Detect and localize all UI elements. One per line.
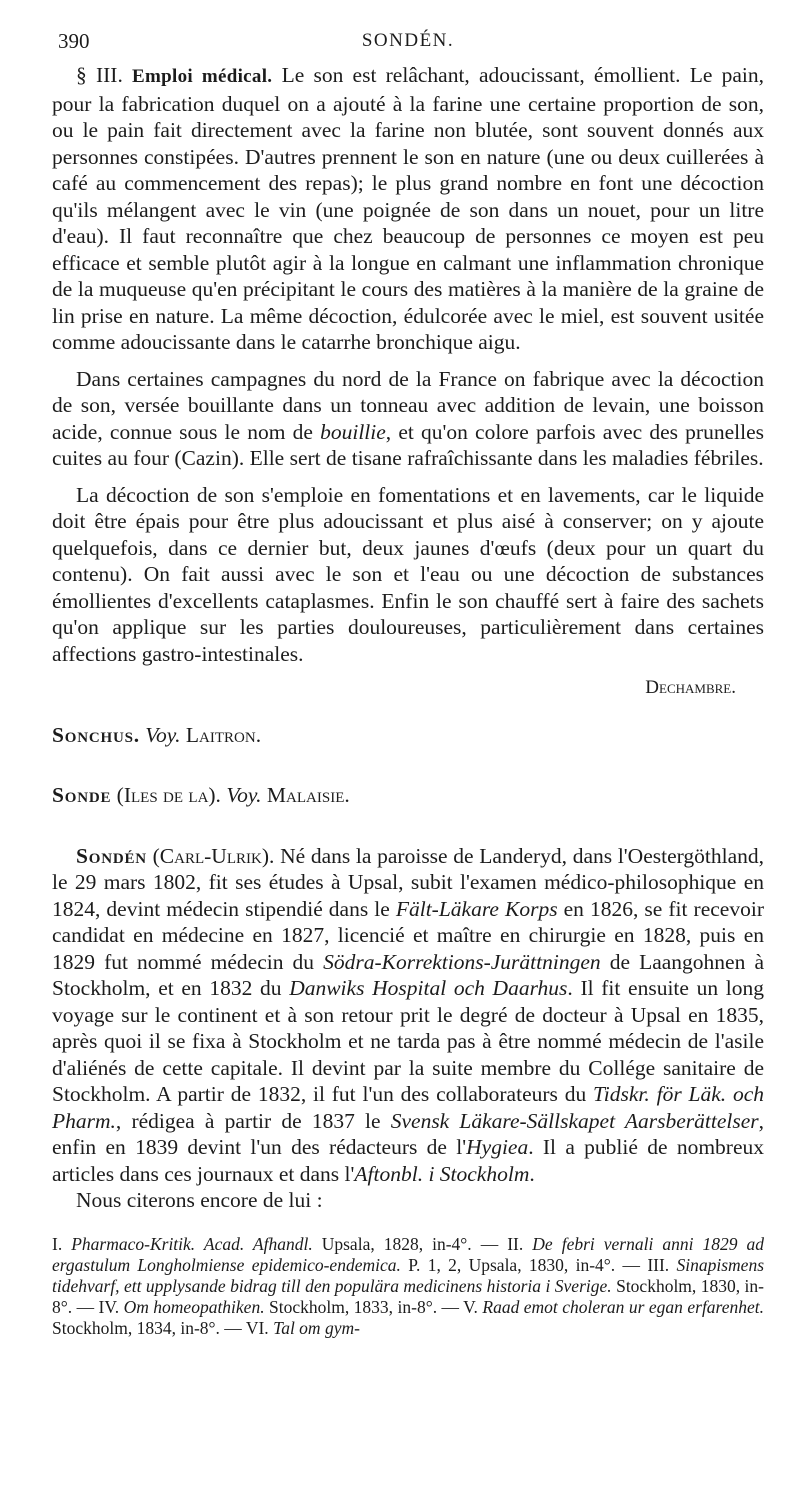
term-bouillie: bouillie <box>320 419 386 444</box>
paragraph-2 <box>52 366 764 472</box>
paragraph-2-text-a: Dans certaines campagnes du nord de la France on fabrique avec la décoction de son, versée bouillante dans un tonneau avec addition de levain, une boisson acide, connue sous le nom de <box>52 366 764 444</box>
biography-text: de Laangohnen à Stockholm, et en 1832 du <box>52 949 764 1000</box>
headword-sonden: Sondén <box>76 843 147 868</box>
biography-text: . Il a publié de nombreux articles dans ces journaux et dans l' <box>52 1135 764 1186</box>
section-mark: § III. <box>76 63 123 87</box>
paragraph-3 <box>52 482 764 668</box>
entry-sonde <box>52 782 764 809</box>
biography-text: Né dans la paroisse de Landeryd, dans l'Oestergöthland, le 29 mars 1802, fit ses études à Upsal, subit l'examen médico-philosophique en 1824, devint médecin stipendié dans le <box>52 843 765 921</box>
cross-reference-malaisie: Malaisie. <box>266 783 350 807</box>
biography-italic: Aftonbl. i Stockholm <box>354 1161 530 1186</box>
biography-text: en 1826, se fit recevoir candidat en médecine en 1827, licencié et maître en chirurgie en 1828, puis en 1829 fut nommé médecin du <box>52 896 764 974</box>
bibliography-text <box>52 1234 764 1339</box>
author-signature: Dechambre. <box>645 677 736 698</box>
section-emploi-medical <box>52 62 764 356</box>
paragraph-3-text: La décoction de son s'emploie en fomentations et en lavements, car le liquide doit être épais pour être plus adoucissant et plus aisé à conserver; on y ajoute quelquefois, dans ce dernier but, deux jaunes d'œufs (deux pour un quart du contenu). On fait aussi avec le son et l'eau ou une décoction de substances émollientes d'excellents cataplasmes. Enfin le son chauffé sert à faire des sachets qu'on applique sur les parties douloureuses, particulièrement dans certaines affections gastro-intestinales. <box>52 482 764 666</box>
citation-intro: Nous citerons encore de lui : <box>76 1188 323 1212</box>
biblio-detail: Stockholm, 1834, in-8°. — VI. <box>52 1317 274 1338</box>
paragraph-1-text: Le son est relâchant, adoucissant, émollient. Le pain, pour la fabrication duquel on a ajouté à la farine une certaine proportion de son, ou le pain fait directement avec la farine non blutée, sont souvent donnés aux personnes constipées. D'autres prennent le son en nature (une ou deux cuillerées à café au commencement des repas); le plus grand nombre en font une décoction qu'ils mélangent avec le vin (une poignée de son dans un nouet, pour un litre d'eau). Il faut reconnaître que chez beaucoup de personnes ce moyen est peu efficace et semble plutôt agir à la longue en calmant une inflammation chronique de la muqueuse qu'en précipitant le cours des matières à la manière de la graine de lin prise en nature. La même décoction, édulcorée avec le miel, est souvent usitée comme adoucissante dans le catarrhe bronchique aigu. <box>52 63 764 354</box>
paragraph-1 <box>52 62 764 356</box>
biblio-title: Sinapismens tidehvarf, ett upplysande bidrag till den populära medicinens historia i Sverige. <box>52 1254 764 1296</box>
biography-text: , rédigea à partir de 1837 le <box>115 1108 391 1133</box>
biblio-title: Raad emot choleran ur egan erfarenhet. <box>482 1296 764 1317</box>
biography-italic: Hygiea <box>466 1135 529 1159</box>
biblio-detail: Stockholm, 1833, in-8°. — V. <box>264 1296 483 1317</box>
voy-label: Voy. <box>145 722 181 747</box>
biblio-title: Pharmaco-Kritik. Acad. Afhandl. <box>71 1233 313 1254</box>
biblio-title: De febri vernali anni 1829 ad ergastulum Longholmiense epidemico-endemica. <box>52 1233 765 1275</box>
biblio-number: I. <box>52 1233 72 1254</box>
biography-italic: Fält-Läkare Korps <box>395 896 558 921</box>
biography-italic: Danwiks Hospital och Daarhus <box>289 976 568 1000</box>
biblio-title: Om homeopathiken. <box>123 1296 265 1317</box>
voy-label: Voy. <box>226 783 262 807</box>
page-number: 390 <box>58 29 90 53</box>
headword-sonde: Sonde <box>52 783 112 807</box>
biography-italic: Svensk Läkare-Sällskapet Aarsberättelser <box>390 1108 759 1133</box>
biblio-detail: Upsala, 1828, in-4°. — II. <box>312 1233 533 1254</box>
biblio-detail: P. 1, 2, Upsala, 1830, in-4°. — III. <box>400 1254 677 1275</box>
biography-italic: Tidskr. för Läk. och Pharm. <box>52 1082 764 1133</box>
entry-sonchus <box>52 722 764 749</box>
running-head <box>52 28 764 62</box>
biblio-title: Tal om gym- <box>273 1317 360 1338</box>
headword-qualifier: (Iles de la). <box>116 783 221 807</box>
paragraph-2-text-b: , et qu'on colore parfois avec des prunelles cuites au four (Cazin). Elle sert de tisane rafraîchissante dans les maladies fébriles. <box>52 419 764 470</box>
entry-sonden <box>52 843 764 1214</box>
running-title: SONDÉN. <box>361 30 455 51</box>
biography-paragraph <box>52 843 764 1188</box>
cross-reference-laitron: Laitron. <box>185 722 262 747</box>
person-name: (Carl-Ulrik). <box>152 843 275 868</box>
headword-sonchus: Sonchus. <box>52 722 140 747</box>
biography-italic: Södra-Korrektions-Jurättningen <box>323 949 601 974</box>
biblio-detail: Stockholm, 1830, in-8°. — IV. <box>52 1275 764 1317</box>
bibliography <box>52 1234 764 1339</box>
biography-text: , enfin en 1839 devint l'un des rédacteurs de l' <box>52 1108 764 1159</box>
section-title: Emploi médical. <box>132 66 273 87</box>
biography-text: . <box>529 1161 535 1186</box>
biography-text: . Il fit ensuite un long voyage sur le continent et à son retour prit le degré de docteur à Upsal en 1835, après quoi il se fixa à Stockholm et ne tarda pas à être nommé médecin de l'asile d'aliénés de cette capitale. Il devint par la suite membre du Collége sanitaire de Stockholm. A partir de 1832, il fut l'un des collaborateurs du <box>52 976 764 1106</box>
